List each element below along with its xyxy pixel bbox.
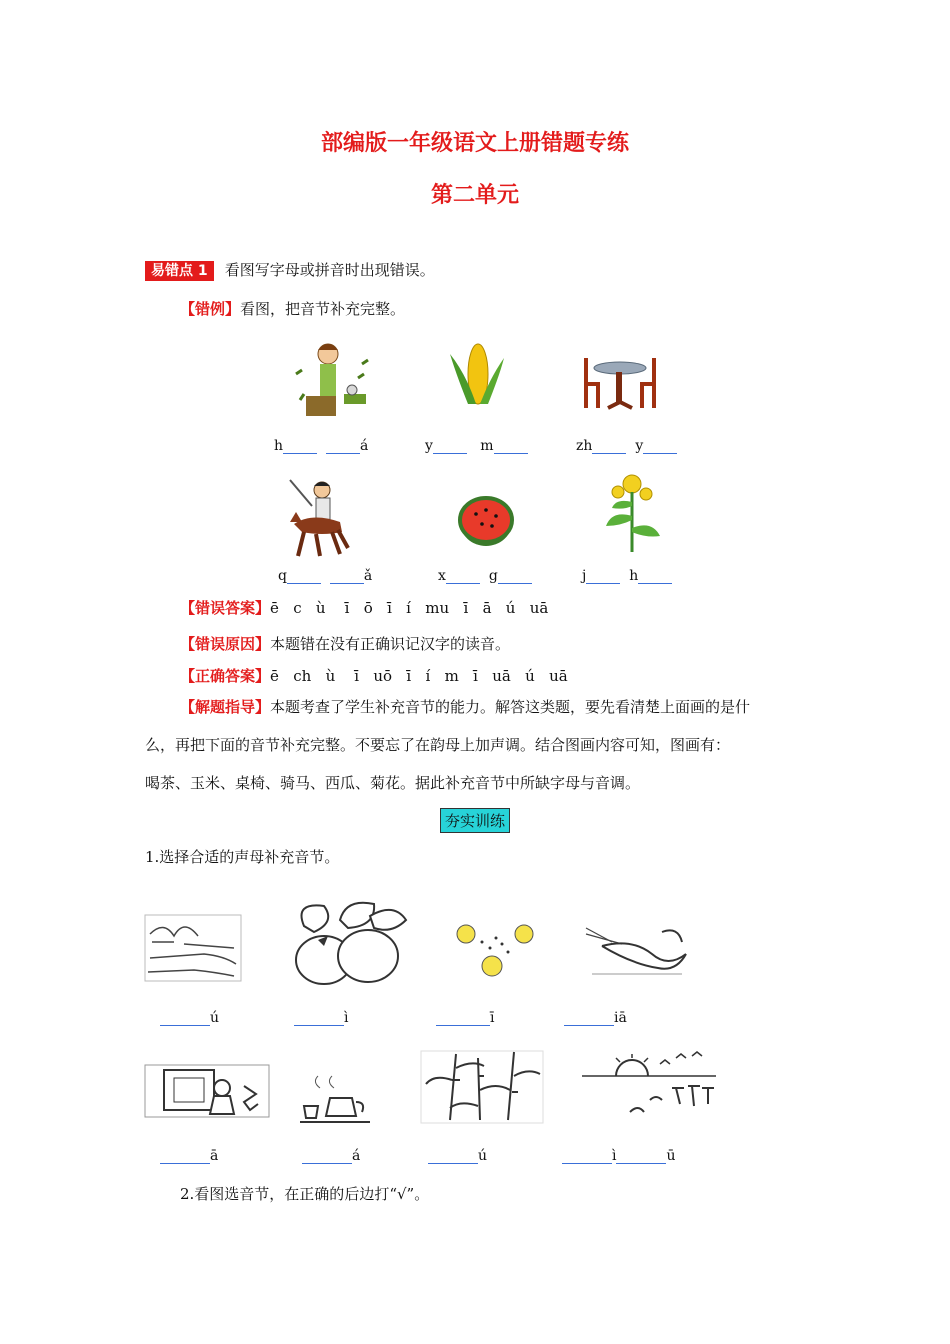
chrysanthemum-icon xyxy=(602,472,662,554)
correct-answer-line: 【正确答案】ē ch ù ī uō ī í m ī uā ú uā xyxy=(180,667,568,685)
example-syllable-6: j h xyxy=(582,568,672,584)
example-syllable-1: h á xyxy=(274,438,369,454)
wrong-answer-text: ē c ù ī ō ī í mu ī ā ú uā xyxy=(270,599,549,617)
example-line xyxy=(180,298,405,320)
answer-blank[interactable] xyxy=(586,569,620,584)
answer-blank[interactable] xyxy=(330,569,364,584)
water-icon xyxy=(144,914,242,982)
guide-line-1: 【解题指导】本题考查了学生补充音节的能力。解答这类题，要先看清楚上面画的是什 xyxy=(180,698,751,716)
example-syllable-5: x g xyxy=(438,568,532,584)
answer-blank[interactable] xyxy=(302,1149,352,1164)
table-chairs-icon xyxy=(582,352,658,414)
answer-blank[interactable] xyxy=(283,439,317,454)
chicks-icon xyxy=(452,916,548,980)
bamboo-icon xyxy=(420,1050,544,1124)
example-syllable-3: zh y xyxy=(576,438,677,454)
error-point-tag: 易错点 1 xyxy=(145,261,214,281)
correct-answer-text: ē ch ù ī uō ī í m ī uā ú uā xyxy=(270,667,568,685)
answer-blank[interactable] xyxy=(592,439,626,454)
tea-set-icon xyxy=(298,1072,372,1128)
error-point-heading xyxy=(145,259,435,280)
shrimp-icon xyxy=(582,924,690,980)
example-text: 看图，把音节补充完整。 xyxy=(240,300,406,318)
answer-blank[interactable] xyxy=(160,1149,210,1164)
answer-blank[interactable] xyxy=(616,1149,666,1164)
example-syllable-4: q ǎ xyxy=(278,568,373,584)
answer-blank[interactable] xyxy=(494,439,528,454)
answer-blank[interactable] xyxy=(436,1011,490,1026)
q1-answer-4: iā xyxy=(564,1010,627,1026)
answer-blank[interactable] xyxy=(498,569,532,584)
example-syllable-2: y m xyxy=(425,438,528,454)
error-point-text: 看图写字母或拼音时出现错误。 xyxy=(224,261,435,279)
example-label: 【错例】 xyxy=(180,300,241,318)
answer-blank[interactable] xyxy=(564,1011,614,1026)
answer-blank[interactable] xyxy=(446,569,480,584)
page-title: 部编版一年级语文上册错题专练 xyxy=(320,131,629,156)
wrong-reason-line: 【错误原因】本题错在没有正确识记汉字的读音。 xyxy=(180,635,511,653)
answer-blank[interactable] xyxy=(433,439,467,454)
window-child-icon xyxy=(144,1064,270,1118)
answer-blank[interactable] xyxy=(562,1149,612,1164)
watermelon-icon xyxy=(456,494,516,550)
practice-badge: 夯实训练 xyxy=(440,808,510,833)
answer-blank[interactable] xyxy=(287,569,321,584)
answer-blank[interactable] xyxy=(638,569,672,584)
horse-riding-icon xyxy=(282,476,354,560)
guide-line-3: 喝茶、玉米、桌椅、骑马、西瓜、菊花。据此补充音节中所缺字母与音调。 xyxy=(145,774,641,792)
sunrise-sea-icon xyxy=(580,1050,718,1122)
q1-answer-6: á xyxy=(302,1148,360,1164)
answer-blank[interactable] xyxy=(326,439,360,454)
q1-answer-8: ì ū xyxy=(562,1148,676,1164)
persimmon-icon xyxy=(284,896,408,990)
page-subtitle: 第二单元 xyxy=(430,183,519,208)
guide-line-2: 么，再把下面的音节补充完整。不要忘了在韵母上加声调。结合图画内容可知，图画有： xyxy=(145,736,731,754)
answer-blank[interactable] xyxy=(428,1149,478,1164)
wrong-reason-text: 本题错在没有正确识记汉字的读音。 xyxy=(270,635,511,653)
answer-blank[interactable] xyxy=(160,1011,210,1026)
answer-blank[interactable] xyxy=(643,439,677,454)
drinking-tea-icon xyxy=(292,334,376,420)
q1-answer-1: ú xyxy=(160,1010,219,1026)
q1-answer-7: ú xyxy=(428,1148,487,1164)
q1-answer-3: ī xyxy=(436,1010,494,1026)
question-1-text: 1.选择合适的声母补充音节。 xyxy=(145,848,340,866)
q1-answer-5: ā xyxy=(160,1148,218,1164)
corn-icon xyxy=(446,334,506,420)
question-2-text: 2.看图选音节，在正确的后边打“√”。 xyxy=(180,1185,430,1203)
q1-answer-2: ì xyxy=(294,1010,348,1026)
wrong-answer-line: 【错误答案】ē c ù ī ō ī í mu ī ā ú uā xyxy=(180,599,549,617)
answer-blank[interactable] xyxy=(294,1011,344,1026)
